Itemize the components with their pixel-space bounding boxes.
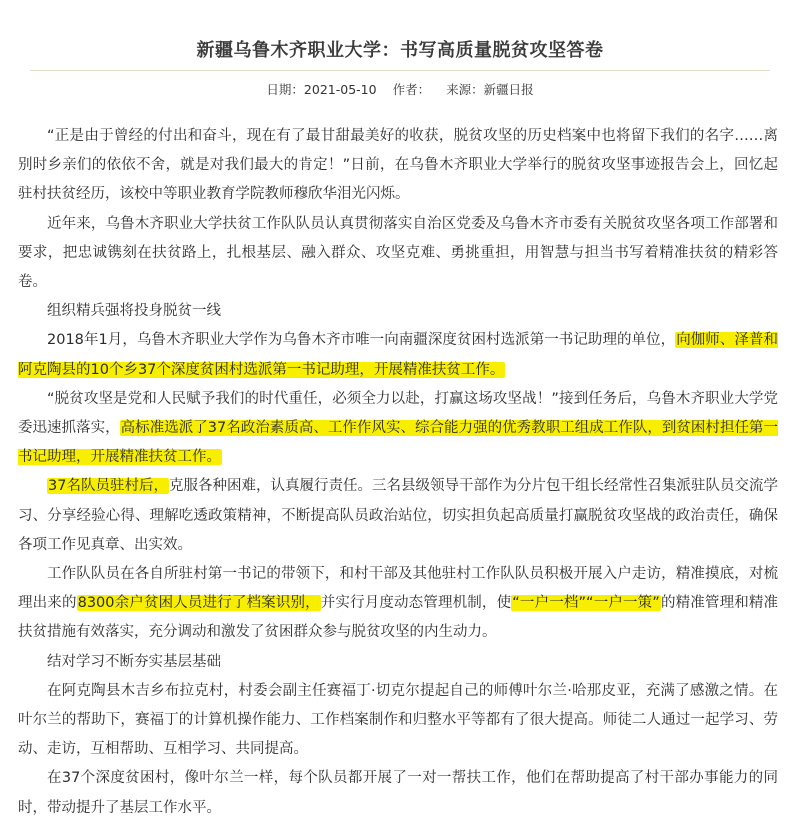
source-field bbox=[446, 82, 534, 97]
highlighted-text: “一户一档”“一户一策” bbox=[512, 595, 660, 612]
paragraph-text: 工作队队员在各自所驻村第一书记的带领下，和村干部及其他驻村工作队队员积极开展入户走访，精准摸底，对梳理出来的 bbox=[18, 566, 778, 612]
paragraph-text: 克服各种困难，认真履行责任。三名县级领导干部作为分片包干组长经常性召集派驻队员交流学习、分享经验心得、理解吃透政策精神，不断提高队员政治站位，切实担负起高质量打赢脱贫攻坚战的政治责任，确保各项工作见真章、出实效。 bbox=[18, 478, 779, 553]
paragraph-text: 并实行月度动态管理机制，使 bbox=[320, 595, 512, 612]
title-divider bbox=[30, 70, 770, 71]
source-value: 新疆日报 bbox=[483, 82, 534, 97]
highlighted-text: 高标准选派了37名政治素质高、工作作风实、综合能力强的优秀教职工组成工作队，到贫困村担任第一书记助理，开展精准扶贫工作。 bbox=[18, 420, 779, 466]
article-meta bbox=[0, 80, 800, 98]
author-field bbox=[393, 82, 431, 97]
article-body bbox=[18, 122, 778, 823]
paragraph-household-survey bbox=[18, 560, 778, 648]
article-title: 新疆乌鲁木齐职业大学：书写高质量脱贫攻坚答卷 bbox=[196, 40, 604, 61]
paragraph-text: 的精准管理和精准扶贫措施有效落实，充分调动和激发了贫困群众参与脱贫攻坚的内生动力。 bbox=[18, 595, 779, 641]
paragraph-stationed bbox=[18, 472, 778, 560]
paragraph-mentorship: 在阿克陶县木吉乡布拉克村，村委会副主任赛福丁·切克尔提起自己的师傅叶尔兰·哈那皮亚，充满了感激之情。在叶尔兰的帮助下，赛福丁的计算机操作能力、工作档案制作和归整水平等都有了很大提高。师徒二人通过一起学习、劳动、走访，互相帮助、互相学习、共同提高。 bbox=[18, 682, 778, 758]
date-label: 日期： bbox=[266, 82, 304, 97]
paragraph-villages: 在37个深度贫困村，像叶尔兰一样，每个队员都开展了一对一帮扶工作，他们在帮助提高了村干部办事能力的同时，带动提升了基层工作水平。 bbox=[18, 770, 778, 816]
highlighted-text: 8300余户贫困人员进行了档案识别， bbox=[77, 595, 320, 612]
paragraph-intro: “正是由于曾经的付出和奋斗，现在有了最甘甜最美好的收获，脱贫攻坚的历史档案中也将留下我们的名字……离别时乡亲们的依依不舍，就是对我们最大的肯定！”日前，在乌鲁木齐职业大学举行的脱贫攻坚事迹报告会上，回忆起驻村扶贫经历，该校中等职业教育学院教师穆欣华泪光闪烁。 bbox=[18, 128, 778, 203]
source-label: 来源： bbox=[446, 82, 484, 97]
date-field bbox=[266, 82, 376, 97]
highlighted-text: 向伽师、泽普和阿克陶县的10个乡37个深度贫困村选派第一书记助理，开展精准扶贫工作。 bbox=[18, 332, 778, 378]
highlighted-text: 37名队员驻村后， bbox=[48, 478, 168, 495]
date-value: 2021-05-10 bbox=[303, 82, 377, 97]
paragraph-dispatch bbox=[18, 385, 778, 473]
section-heading-2: 结对学习不断夯实基层基础 bbox=[47, 653, 221, 670]
paragraph-text: “脱贫攻坚是党和人民赋予我们的时代重任，必须全力以赴，打赢这场攻坚战！”接到任务后，乌鲁木齐职业大学党委迅速抓落实， bbox=[18, 390, 778, 437]
paragraph-overview: 近年来，乌鲁木齐职业大学扶贫工作队队员认真贯彻落实自治区党委及乌鲁木齐市委有关脱贫攻坚各项工作部署和要求，把忠诚镌刻在扶贫路上，扎根基层、融入群众、攻坚克难、勇挑重担，用智慧与担当书写着精准扶贫的精彩答卷。 bbox=[18, 215, 778, 291]
paragraph-selection bbox=[18, 326, 778, 384]
author-label: 作者： bbox=[392, 82, 431, 97]
section-heading-1: 组织精兵强将投身脱贫一线 bbox=[47, 303, 221, 320]
paragraph-text: 2018年1月，乌鲁木齐职业大学作为乌鲁木齐市唯一向南疆深度贫困村选派第一书记助理的单位， bbox=[47, 332, 676, 349]
